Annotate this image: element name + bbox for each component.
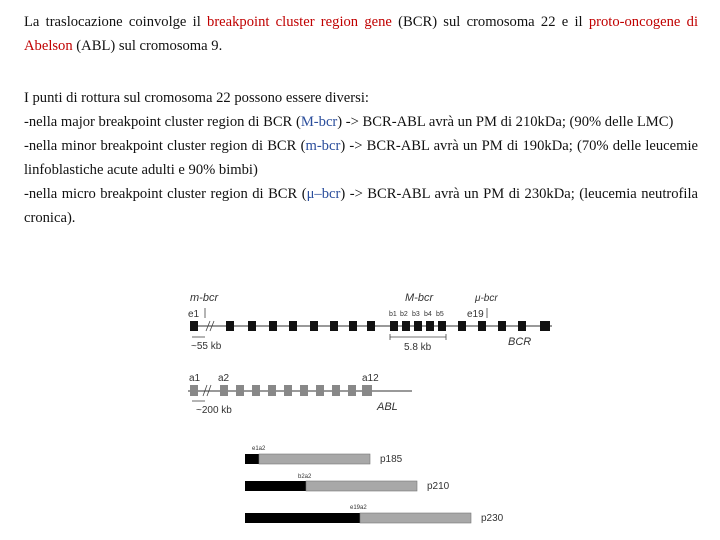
bcr-exon: [458, 321, 466, 331]
junction-e1a2-label: e1a2: [252, 446, 266, 452]
bcr-exon: [190, 321, 198, 331]
bcr-exon: [438, 321, 446, 331]
bcr-exon: [390, 321, 398, 331]
bcr-exon: [402, 321, 410, 331]
protein-p230: [245, 505, 504, 524]
a1-label: a1: [189, 373, 201, 384]
junction-e19a2-label: e19a2: [350, 505, 367, 511]
b5-label: b5: [436, 311, 444, 318]
bcr-exon: [498, 321, 506, 331]
bcr-gene-label: BCR: [508, 336, 532, 348]
bcr-exon: [426, 321, 434, 331]
a2-label: a2: [218, 373, 230, 384]
abl-exon: [220, 385, 228, 396]
abl-dist-label: ~200 kb: [196, 405, 232, 416]
abl-gene-label: ABL: [377, 401, 398, 413]
bcr-exon: [269, 321, 277, 331]
abl-exon: [332, 385, 340, 396]
breakpoints-intro: I punti di rottura sul cromosoma 22 possono essere diversi:: [24, 90, 369, 106]
abl-exon: [252, 385, 260, 396]
p210-label: p210: [427, 481, 450, 492]
abl-exon: [236, 385, 244, 396]
bcr-exon: [330, 321, 338, 331]
p1-abl-gene: proto-oncogene di Abelson: [24, 14, 699, 54]
p1-bcr-gene: breakpoint cluster region gene: [207, 14, 392, 30]
bcr-exon: [226, 321, 234, 331]
major-text-a: -nella major breakpoint cluster region di BCR (: [24, 114, 301, 130]
bcr-exon: [478, 321, 486, 331]
dist1-label: ~55 kb: [191, 341, 222, 352]
abl-exon: [190, 385, 198, 396]
minor-text-a: -nella minor breakpoint cluster region di BCR (: [24, 138, 306, 154]
abl-exon: [348, 385, 356, 396]
bcr-exon: [289, 321, 297, 331]
micro-term: μ–bcr: [306, 186, 341, 202]
b4-label: b4: [424, 311, 432, 318]
minor-text-c: ) -> BCR-ABL avrà un PM di 190kDa; (70% delle leucemie linfoblastiche acute adulti e 90% bimbi): [24, 138, 698, 178]
bcr-exon: [414, 321, 422, 331]
abl-exon: [268, 385, 276, 396]
bcr-exon: [310, 321, 318, 331]
abl-segment: [259, 454, 370, 464]
p230-label: p230: [481, 513, 504, 524]
M-bcr-label: M-bcr: [405, 292, 434, 304]
bcr-segment: [245, 513, 360, 523]
abl-exon: [362, 385, 372, 396]
a12-label: a12: [362, 373, 379, 384]
major-text-c: ) -> BCR-ABL avrà un PM di 210kDa; (90% delle LMC): [337, 114, 674, 130]
p1-text-3: (BCR) sul cromosoma 22 e il: [391, 14, 589, 30]
bcr-gene-map: [188, 292, 552, 353]
b2-label: b2: [400, 311, 408, 318]
p1-text-5: (ABL) sul cromosoma 9.: [72, 38, 223, 54]
b1-label: b1: [389, 311, 397, 318]
p1-text-1: La traslocazione coinvolge il: [24, 14, 208, 30]
b3-label: b3: [412, 311, 420, 318]
micro-text-c: ) -> BCR-ABL avrà un PM di 230kDa; (leucemia neutrofila cronica).: [24, 186, 698, 226]
bcr-exon: [367, 321, 375, 331]
bcr-exon: [349, 321, 357, 331]
abl-exon: [300, 385, 308, 396]
bcr-segment: [245, 454, 259, 464]
e19-label: e19: [467, 309, 484, 320]
e1-label: e1: [188, 309, 200, 320]
abl-gene-map: [188, 373, 412, 416]
bcr-exon: [248, 321, 256, 331]
major-term: M-bcr: [300, 114, 338, 130]
minor-term: m-bcr: [305, 138, 341, 154]
micro-text-a: -nella micro breakpoint cluster region di BCR (: [24, 186, 307, 202]
m-bcr-label: m-bcr: [190, 292, 219, 304]
abl-segment: [306, 481, 417, 491]
mu-bcr-label: μ-bcr: [475, 293, 498, 304]
fusion-proteins: [245, 446, 504, 524]
protein-p210: [245, 474, 450, 492]
bcr-exon: [540, 321, 550, 331]
abl-exon: [284, 385, 292, 396]
bcr-segment: [245, 481, 306, 491]
abl-exon: [316, 385, 324, 396]
protein-p185: [245, 446, 403, 465]
bcr-exon: [518, 321, 526, 331]
dist2-label: 5.8 kb: [404, 342, 432, 353]
junction-b2a2-label: b2a2: [298, 474, 312, 480]
p185-label: p185: [380, 454, 403, 465]
abl-segment: [360, 513, 471, 523]
